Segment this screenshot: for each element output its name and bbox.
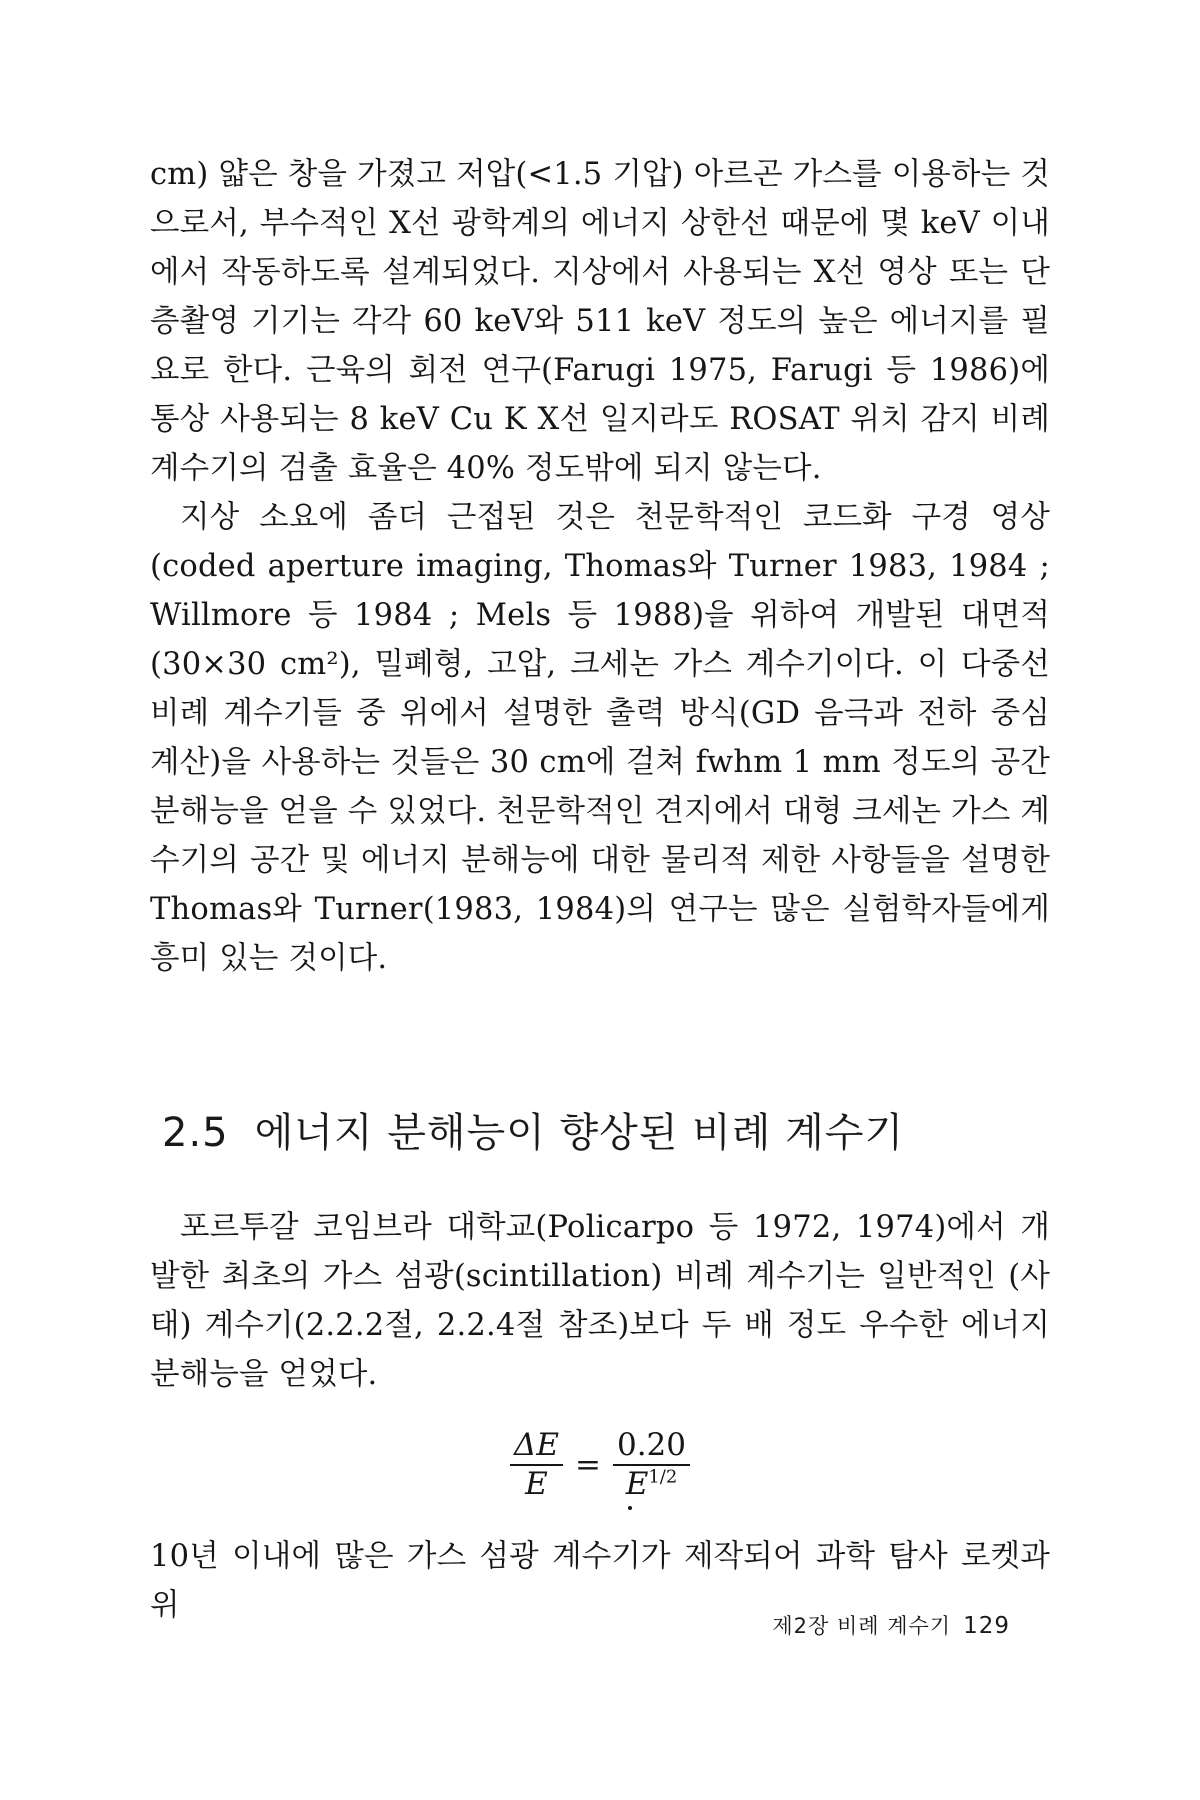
- paragraph-2: 지상 소요에 좀더 근접된 것은 천문학적인 코드화 구경 영상(coded aperture imaging, Thomas와 Turner 1983, 1984 ; Willmore 등 1984 ; Mels 등 1988)을 위하여 개발된 대면적(30×30 cm²), 밀폐형, 고압, 크세논 가스 계수기이다. 이 다중선 비례 계수기들 중 위에서 설명한 출력 방식(GD 음극과 전하 중심 계산)을 사용하는 것들은 30 cm에 걸쳐 fwhm 1 mm 정도의 공간 분해능을 얻을 수 있었다. 천문학적인 견지에서 대형 크세논 가스 계수기의 공간 및 에너지 분해능에 대한 물리적 제한 사항들을 설명한 Thomas와 Turner(1983, 1984)의 연구는 많은 실험학자들에게 흥미 있는 것이다.: [150, 500, 1050, 976]
- section-title-text: 에너지 분해능이 향상된 비례 계수기: [254, 1110, 905, 1156]
- equation-rhs-denominator-wrap: [622, 1466, 682, 1501]
- equation-lhs-fraction: [510, 1429, 563, 1500]
- page-body: [150, 150, 1050, 1630]
- equation-period-dot: [628, 1506, 632, 1510]
- energy-resolution-equation: [150, 1429, 1050, 1500]
- section-number: 2.5: [162, 1110, 229, 1156]
- equation-equals-sign: =: [575, 1446, 601, 1483]
- paragraph-3: 포르투갈 코임브라 대학교(Policarpo 등 1972, 1974)에서 개발한 최초의 가스 섬광(scintillation) 비례 계수기는 일반적인 (사태) 계수기(2.2.2절, 2.2.4절 참조)보다 두 배 정도 우수한 에너지 분해능을 얻었다.: [150, 1210, 1050, 1392]
- equation-rhs-denominator: E: [625, 1465, 649, 1502]
- page-footer: [772, 1610, 1010, 1640]
- equation-lhs-denominator: E: [525, 1465, 548, 1502]
- paragraph-4: 10년 이내에 많은 가스 섬광 계수기가 제작되어 과학 탐사 로켓과 위: [150, 1539, 1050, 1624]
- equation-lhs-numerator: ΔE: [510, 1429, 563, 1466]
- page-number: 129: [963, 1613, 1010, 1639]
- equation-rhs-exponent: 1/2: [648, 1466, 678, 1488]
- footer-chapter-title: 제2장 비례 계수기: [772, 1614, 952, 1638]
- section-heading: [162, 1103, 1050, 1163]
- equation-rhs-fraction: [613, 1429, 690, 1500]
- equation-rhs-numerator: 0.20: [613, 1429, 690, 1466]
- paragraph-1: cm) 얇은 창을 가졌고 저압(<1.5 기압) 아르곤 가스를 이용하는 것으로서, 부수적인 X선 광학계의 에너지 상한선 때문에 몇 keV 이내에서 작동하도록 설계되었다. 지상에서 사용되는 X선 영상 또는 단층촬영 기기는 각각 60 keV와 511 keV 정도의 높은 에너지를 필요로 한다. 근육의 회전 연구(Farugi 1975, Farugi 등 1986)에 통상 사용되는 8 keV Cu K X선 일지라도 ROSAT 위치 감지 비례 계수기의 검출 효율은 40% 정도밖에 되지 않는다.: [150, 157, 1050, 486]
